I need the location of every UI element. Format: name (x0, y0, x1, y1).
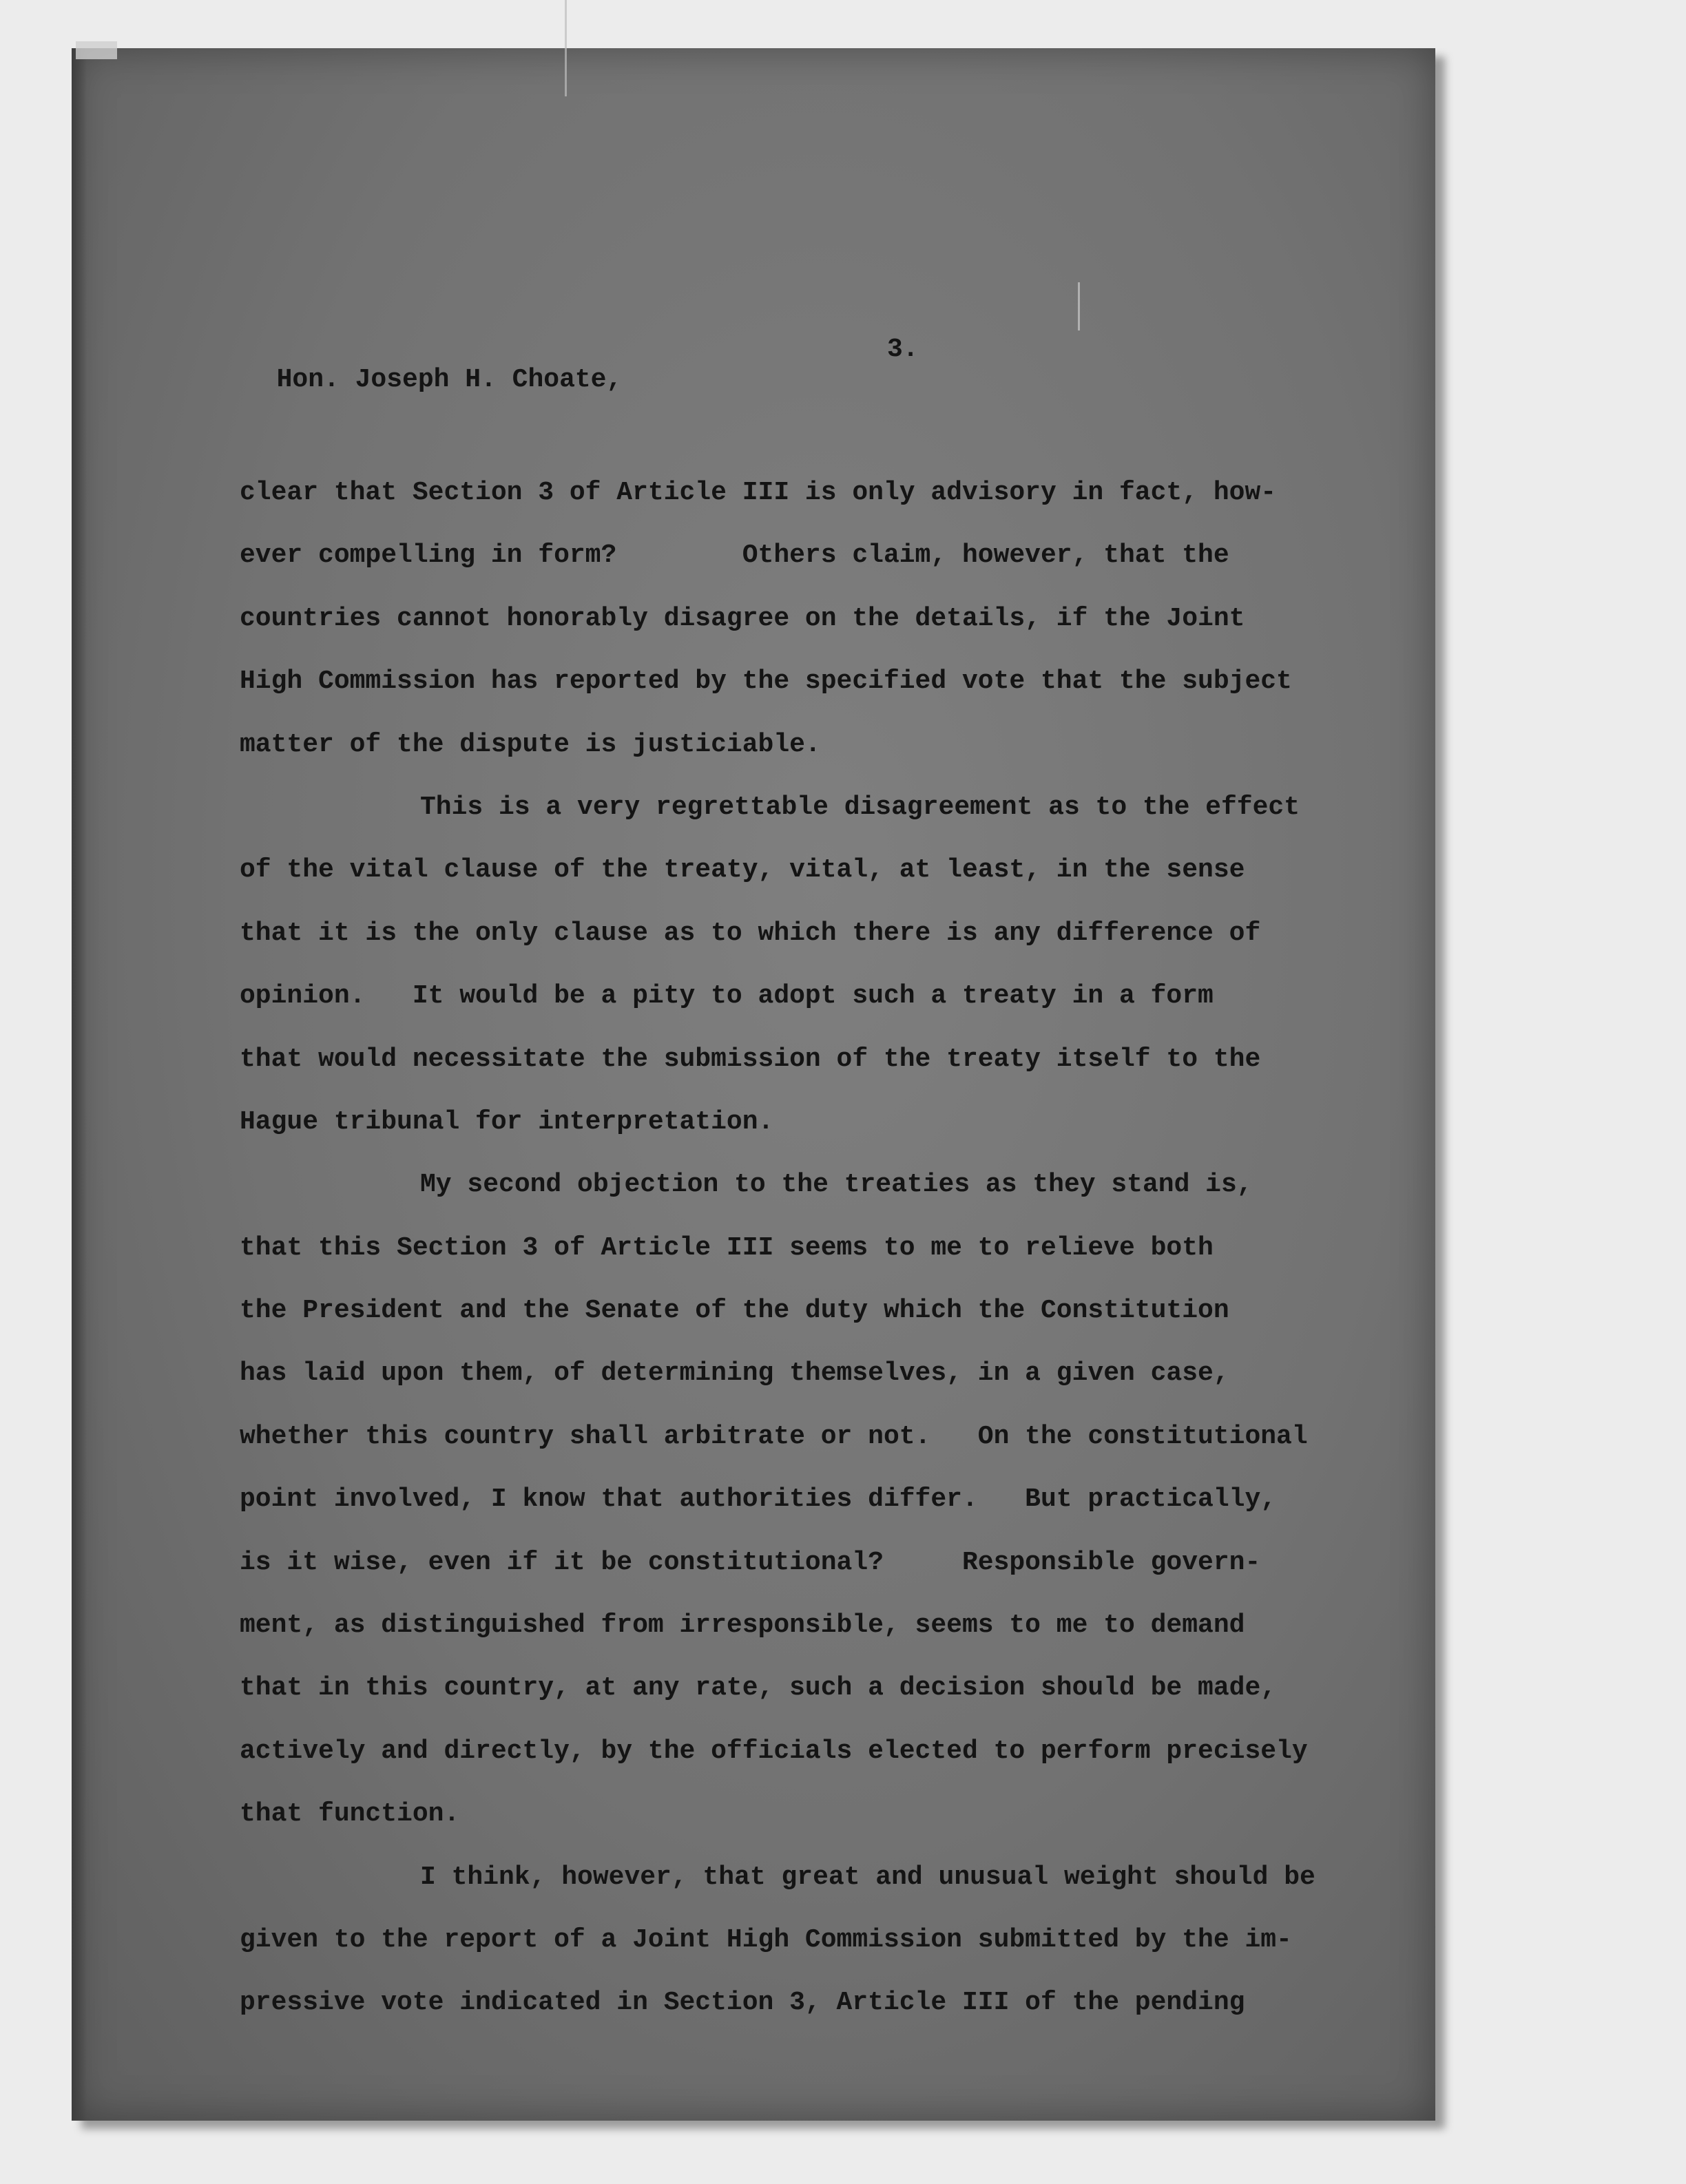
text-line: opinion. It would be a pity to adopt such a treaty in a form (240, 981, 1214, 1011)
text-line: My second objection to the treaties as they stand is, (420, 1170, 1253, 1200)
text-line: has laid upon them, of determining themselves, in a given case, (240, 1358, 1229, 1389)
text-line: pressive vote indicated in Section 3, Article III of the pending (240, 1988, 1245, 2018)
text-line: that function. (240, 1799, 460, 1829)
text-line: that it is the only clause as to which there is any difference of (240, 918, 1261, 948)
text-line: I think, however, that great and unusual weight should be (420, 1862, 1315, 1892)
text-line: whether this country shall arbitrate or not. On the constitutional (240, 1421, 1308, 1451)
letter-header (245, 335, 1485, 426)
text-line: countries cannot honorably disagree on the details, if the Joint (240, 603, 1245, 633)
text-line: given to the report of a Joint High Commission submitted by the im- (240, 1924, 1292, 1955)
text-line: Hague tribunal for interpretation. (240, 1106, 774, 1137)
text-line: ever compelling in form? Others claim, however, that the (240, 540, 1229, 571)
text-line: clear that Section 3 of Article III is only advisory in fact, how- (240, 478, 1277, 507)
text-line: that would necessitate the submission of the treaty itself to the (240, 1044, 1261, 1074)
text-line: the President and the Senate of the duty which the Constitution (240, 1296, 1229, 1326)
page-corner (76, 41, 117, 59)
text-line: matter of the dispute is justiciable. (240, 729, 821, 759)
recipient-line: Hon. Joseph H. Choate, (276, 365, 623, 395)
fold-mark (1078, 282, 1080, 330)
page-edge (72, 48, 87, 2121)
text-line: point involved, I know that authorities differ. But practically, (240, 1484, 1277, 1515)
text-line: that in this country, at any rate, such a decision should be made, (240, 1673, 1277, 1703)
text-line: of the vital clause of the treaty, vital, at least, in the sense (240, 855, 1245, 885)
fold-mark (565, 0, 567, 96)
text-line: is it wise, even if it be constitutional? Responsible govern- (240, 1547, 1261, 1577)
text-line: High Commission has reported by the specified vote that the subject (240, 666, 1292, 697)
letter-body (240, 461, 1479, 2035)
text-line: This is a very regrettable disagreement as to the effect (420, 792, 1300, 822)
text-line: that this Section 3 of Article III seems to me to relieve both (240, 1232, 1214, 1263)
text-line: actively and directly, by the officials elected to perform precisely (240, 1736, 1308, 1766)
page-number: 3. (887, 335, 919, 364)
text-line: ment, as distinguished from irresponsible, seems to me to demand (240, 1610, 1245, 1641)
